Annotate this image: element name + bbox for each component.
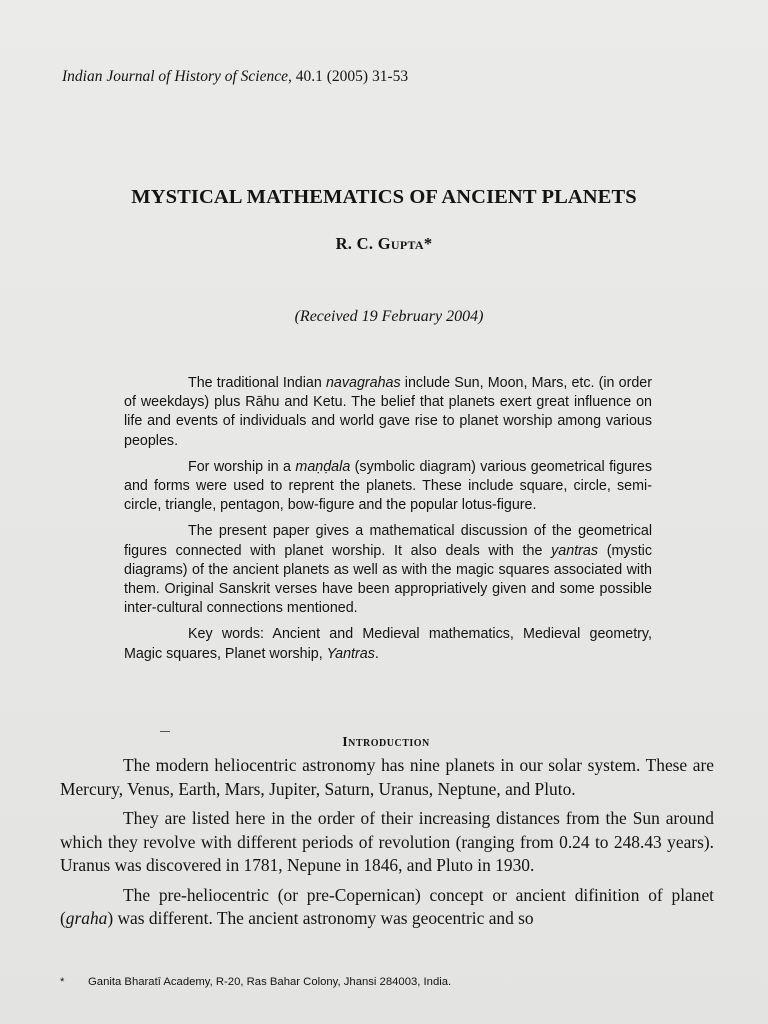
intro-paragraph-2: They are listed here in the order of their increasing distances from the Sun around which they revolve with different periods of revolution (ranging from 0.24 to 248.43 years). Uranus was discovered in 1781, Nepune in 1846, and Pluto in 1930. [60, 808, 714, 875]
abstract-term-navagrahas: navagrahas [325, 375, 401, 391]
received-text: Received 19 February 2004 [299, 308, 479, 325]
footnote-affiliation: Ganita Bharatī Academy, R-20, Ras Bahar Colony, Jhansi 284003, India. [88, 976, 452, 988]
journal-citation [62, 68, 408, 86]
intro-term-graha: graha [65, 908, 108, 928]
abstract-term-yantras: yantras [551, 542, 599, 559]
footnote [60, 976, 451, 988]
abstract-paragraph-2: For worship in a maṇḍala (symbolic diagram) various geometrical figures and forms were used to reprent the planets. These include square, circle, semi-circle, triangle, pentagon, bow-figure and the popular lotus-figure. [124, 458, 652, 514]
scan-mark [160, 731, 170, 732]
introduction-body [60, 754, 714, 937]
journal-name: Indian Journal of History of Science, [62, 68, 292, 85]
intro-paragraph-1: The modern heliocentric astronomy has nine planets in our solar system. These are Mercury, Venus, Earth, Mars, Jupiter, Saturn, Uranus, Neptune, and Pluto. [60, 755, 714, 799]
intro-paragraph-3: The pre-heliocentric (or pre-Copernican) concept or ancient difinition of planet (graha) was different. The ancient astronomy was geocentric and so [60, 884, 714, 928]
section-heading-introduction: Introduction [342, 735, 430, 750]
paper-title: MYSTICAL MATHEMATICS OF ANCIENT PLANETS [131, 186, 637, 208]
keywords-label: Key words [188, 626, 260, 643]
received-date [0, 308, 768, 326]
abstract-paragraph-1: The traditional Indian navagrahas include Sun, Moon, Mars, etc. (in order of weekdays) plus Rāhu and Ketu. The belief that planets exert great influence on life and events of individuals and world gave rise to planet worship among various peoples. [124, 375, 652, 449]
footnote-marker: * [60, 976, 65, 988]
abstract-term-mandala: maṇḍala [295, 458, 351, 475]
abstract-paragraph-3: The present paper gives a mathematical discussion of the geometrical figures connected with planet worship. It also deals with the yantras (mystic diagrams) of the ancient planets as well as with the magic squares associated with them. Original Sanskrit verses have been appropriatively given and some possible inter-cultural connections mentioned. [124, 523, 652, 617]
author-name: R. C. Gupta* [335, 234, 433, 253]
journal-issue: 40.1 (2005) 31-53 [291, 68, 409, 85]
received-open-paren: ( [294, 308, 300, 325]
keywords: Key words: Ancient and Medieval mathematics, Medieval geometry, Magic squares, Planet worship, Yantras. [124, 626, 652, 662]
received-close-paren: ) [478, 308, 484, 325]
keyword-yantras: Yantras [326, 645, 375, 662]
abstract [124, 374, 652, 671]
